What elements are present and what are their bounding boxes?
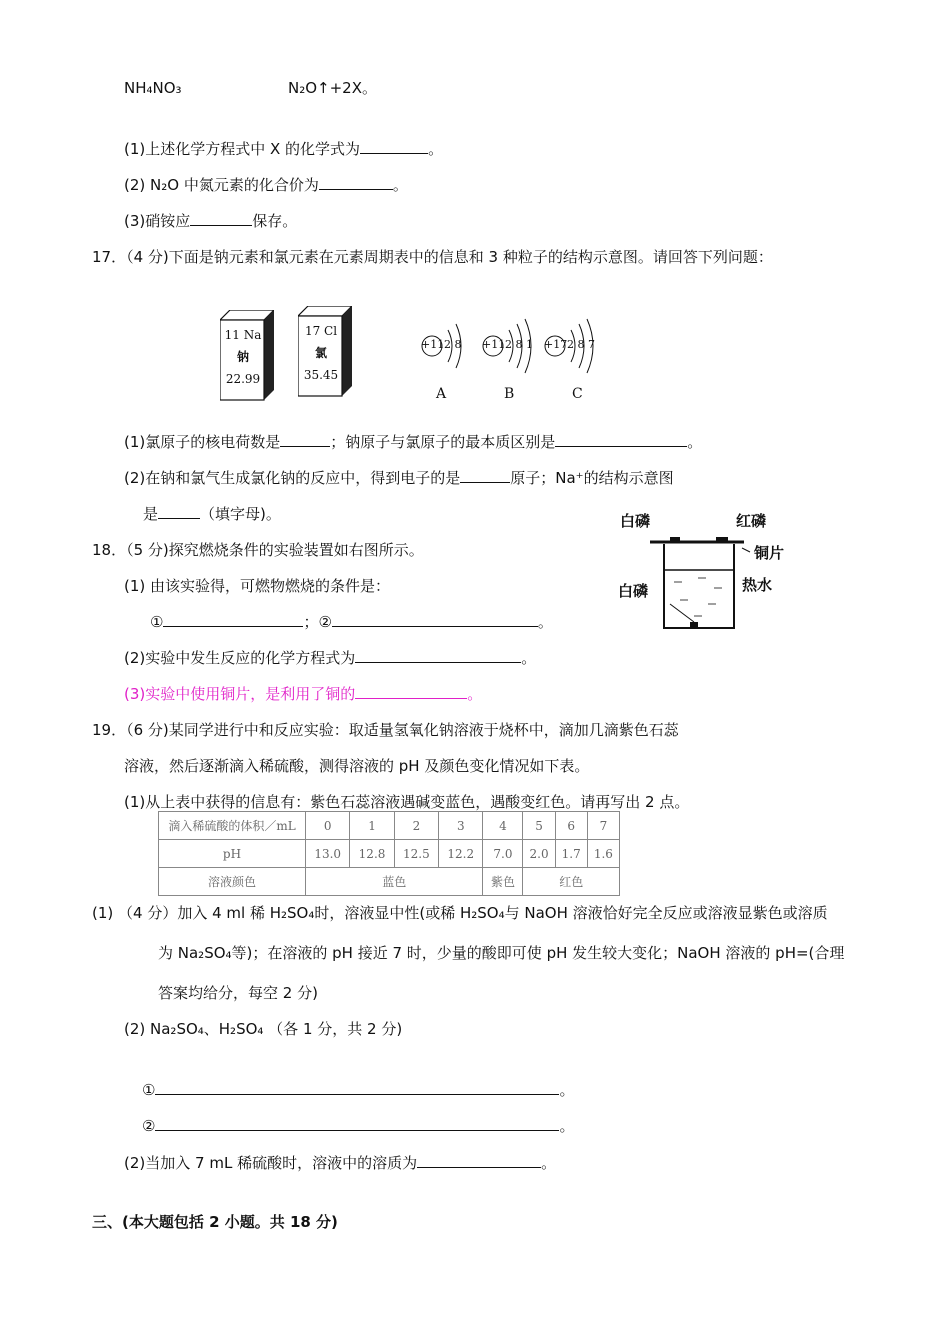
q17-part1 [124, 432, 702, 452]
table-cell-blue: 蓝色 [306, 868, 483, 896]
q19-blank1 [142, 1080, 574, 1100]
table-cell-purple: 紫色 [483, 868, 523, 896]
q16-part3-text: (3)硝铵应 [124, 212, 191, 230]
table-cell: 12.2 [439, 840, 483, 868]
atom-structure-diagrams [418, 312, 618, 412]
card-number-symbol: 17 Cl [304, 324, 338, 338]
q18-circle1: ① [150, 613, 164, 631]
q18-conditions [150, 612, 553, 632]
q17-part1-text2: ；钠原子与氯原子的最本质区别是 [330, 433, 556, 451]
q16-part1-text: (1)上述化学方程式中 X 的化学式为 [124, 140, 361, 158]
q18-part2 [124, 648, 536, 668]
equation-left: NH₄NO₃ [124, 79, 182, 97]
table-cell: 1.7 [555, 840, 587, 868]
table-cell: 4 [483, 812, 523, 840]
q18-part1: (1) 由该实验得，可燃物燃烧的条件是： [124, 577, 391, 595]
answer-blank[interactable] [155, 1080, 559, 1095]
table-header-color: 溶液颜色 [159, 868, 306, 896]
q17-part2-text2: 原子；Na⁺的结构示意图 [510, 469, 674, 487]
q19-blank2 [142, 1116, 574, 1136]
atom-a-nucleus: +11 [421, 338, 445, 351]
q19-stem-2: 溶液，然后逐渐滴入稀硫酸，测得溶液的 pH 及颜色变化情况如下表。 [124, 757, 590, 775]
section-3-heading: 三、(本大题包括 2 小题。共 18 分) [92, 1213, 338, 1231]
q19-answer1-line1: (1) （4 分）加入 4 ml 稀 H₂SO₄时，溶液显中性(或稀 H₂SO₄与 NaOH 溶液恰好完全反应或溶液显紫色或溶质 [92, 904, 828, 922]
q16-part2 [124, 175, 408, 195]
q19-answer1-line3: 答案均给分，每空 2 分) [158, 984, 318, 1002]
ph-data-table [158, 811, 620, 896]
table-row [159, 840, 620, 868]
answer-blank[interactable] [555, 432, 687, 447]
answer-blank[interactable] [417, 1153, 541, 1168]
q16-part1 [124, 139, 443, 159]
q19-part1: (1)从上表中获得的信息有：紫色石蕊溶液遇碱变蓝色，遇酸变红色。请再写出 2 点。 [124, 793, 690, 811]
table-cell: 0 [306, 812, 350, 840]
answer-blank[interactable] [190, 211, 252, 226]
q18-part3 [124, 684, 482, 704]
white-phosphorus-top-label: 白磷 [620, 512, 651, 530]
q19-answer1-line2: 为 Na₂SO₄等)；在溶液的 pH 接近 7 时，少量的酸即可使 pH 发生较大变化；NaOH 溶液的 pH=(合理 [158, 944, 845, 962]
card-number-symbol: 11 Na [224, 328, 262, 342]
table-cell-red: 红色 [523, 868, 620, 896]
table-header-volume: 滴入稀硫酸的体积／mL [159, 812, 306, 840]
atom-c-shells: 2 8 7 [567, 338, 595, 351]
q17-part1-end: 。 [687, 433, 703, 451]
q18-part3-text: (3)实验中使用铜片，是利用了铜的 [124, 685, 356, 703]
q17-stem: 17．（4 分)下面是钠元素和氯元素在元素周期表中的信息和 3 种粒子的结构示意图。请回答下列问题： [92, 248, 773, 266]
q19-stem-1: 19．（6 分)某同学进行中和反应实验：取适量氢氧化钠溶液于烧杯中，滴加几滴紫色石蕊 [92, 721, 679, 739]
q17-part2-text: (2)在钠和氯气生成氯化钠的反应中，得到电子的是 [124, 469, 461, 487]
q19-part2-text: (2)当加入 7 mL 稀硫酸时，溶液中的溶质为 [124, 1154, 418, 1172]
atom-b-shells: 2 8 1 [505, 338, 533, 351]
q18-stem: 18．（5 分)探究燃烧条件的实验装置如右图所示。 [92, 541, 424, 559]
table-cell: 7.0 [483, 840, 523, 868]
q19-answer2: (2) Na₂SO₄、H₂SO₄ （各 1 分，共 2 分) [124, 1020, 403, 1038]
q17-part2b-text: 是 [143, 505, 159, 523]
q17-part1-text: (1)氯原子的核电荷数是 [124, 433, 281, 451]
equation-right: N₂O↑+2X。 [288, 79, 377, 97]
atom-b-nucleus: +11 [482, 338, 506, 351]
atom-c-nucleus: +17 [544, 338, 568, 351]
table-cell: 12.5 [394, 840, 438, 868]
table-row [159, 812, 620, 840]
q19-blank2-end: 。 [559, 1117, 575, 1135]
q19-part2-end: 。 [541, 1154, 557, 1172]
table-cell: 2.0 [523, 840, 555, 868]
q18-end: 。 [537, 613, 553, 631]
q17-part2 [124, 468, 674, 488]
table-cell: 12.8 [350, 840, 394, 868]
red-phosphorus-label: 红磷 [736, 512, 767, 530]
card-atomic-mass: 35.45 [303, 368, 339, 382]
answer-blank[interactable] [332, 612, 538, 627]
answer-blank[interactable] [360, 139, 428, 154]
answer-blank[interactable] [155, 1116, 559, 1131]
table-cell: 5 [523, 812, 555, 840]
answer-blank[interactable] [163, 612, 303, 627]
q16-part3 [124, 211, 297, 231]
answer-blank[interactable] [355, 684, 467, 699]
answer-blank[interactable] [319, 175, 393, 190]
table-row [159, 868, 620, 896]
q19-blank1-end: 。 [559, 1081, 575, 1099]
atom-a-letter: A [436, 386, 447, 402]
combustion-apparatus [616, 508, 806, 638]
q16-part2-text: (2) N₂O 中氮元素的化合价为 [124, 176, 319, 194]
card-element-name: 钠 [236, 350, 249, 364]
q19-blank2-mark: ② [142, 1117, 156, 1135]
q17-part2b-end: （填字母)。 [200, 505, 281, 523]
table-cell: 13.0 [306, 840, 350, 868]
q18-part2-end: 。 [521, 649, 537, 667]
q19-blank1-mark: ① [142, 1081, 156, 1099]
table-cell: 3 [439, 812, 483, 840]
atom-c-letter: C [572, 386, 583, 402]
table-cell: 7 [587, 812, 619, 840]
table-cell: 2 [394, 812, 438, 840]
q18-circle2: ；② [303, 613, 332, 631]
answer-blank[interactable] [158, 504, 200, 519]
table-cell: 1.6 [587, 840, 619, 868]
answer-blank[interactable] [280, 432, 330, 447]
answer-blank[interactable] [460, 468, 510, 483]
atom-a-shells: 2 8 [444, 338, 462, 351]
q16-part2-end: 。 [392, 176, 408, 194]
card-element-name: 氯 [314, 346, 327, 360]
white-phosphorus-bottom-label: 白磷 [618, 582, 649, 600]
answer-blank[interactable] [355, 648, 521, 663]
atom-b-letter: B [504, 386, 515, 402]
q18-part2-text: (2)实验中发生反应的化学方程式为 [124, 649, 356, 667]
q16-part3-end: 保存。 [252, 212, 298, 230]
sodium-element-card [220, 310, 274, 408]
card-atomic-mass: 22.99 [225, 372, 261, 386]
hot-water-label: 热水 [742, 576, 773, 594]
chlorine-element-card [298, 306, 352, 404]
table-cell: 1 [350, 812, 394, 840]
table-cell: 6 [555, 812, 587, 840]
q17-part2b [143, 504, 281, 524]
copper-sheet-label: 铜片 [754, 544, 785, 562]
q19-part2 [124, 1153, 556, 1173]
q18-part3-end: 。 [467, 685, 483, 703]
q16-part1-end: 。 [428, 140, 444, 158]
table-header-ph: pH [159, 840, 306, 868]
